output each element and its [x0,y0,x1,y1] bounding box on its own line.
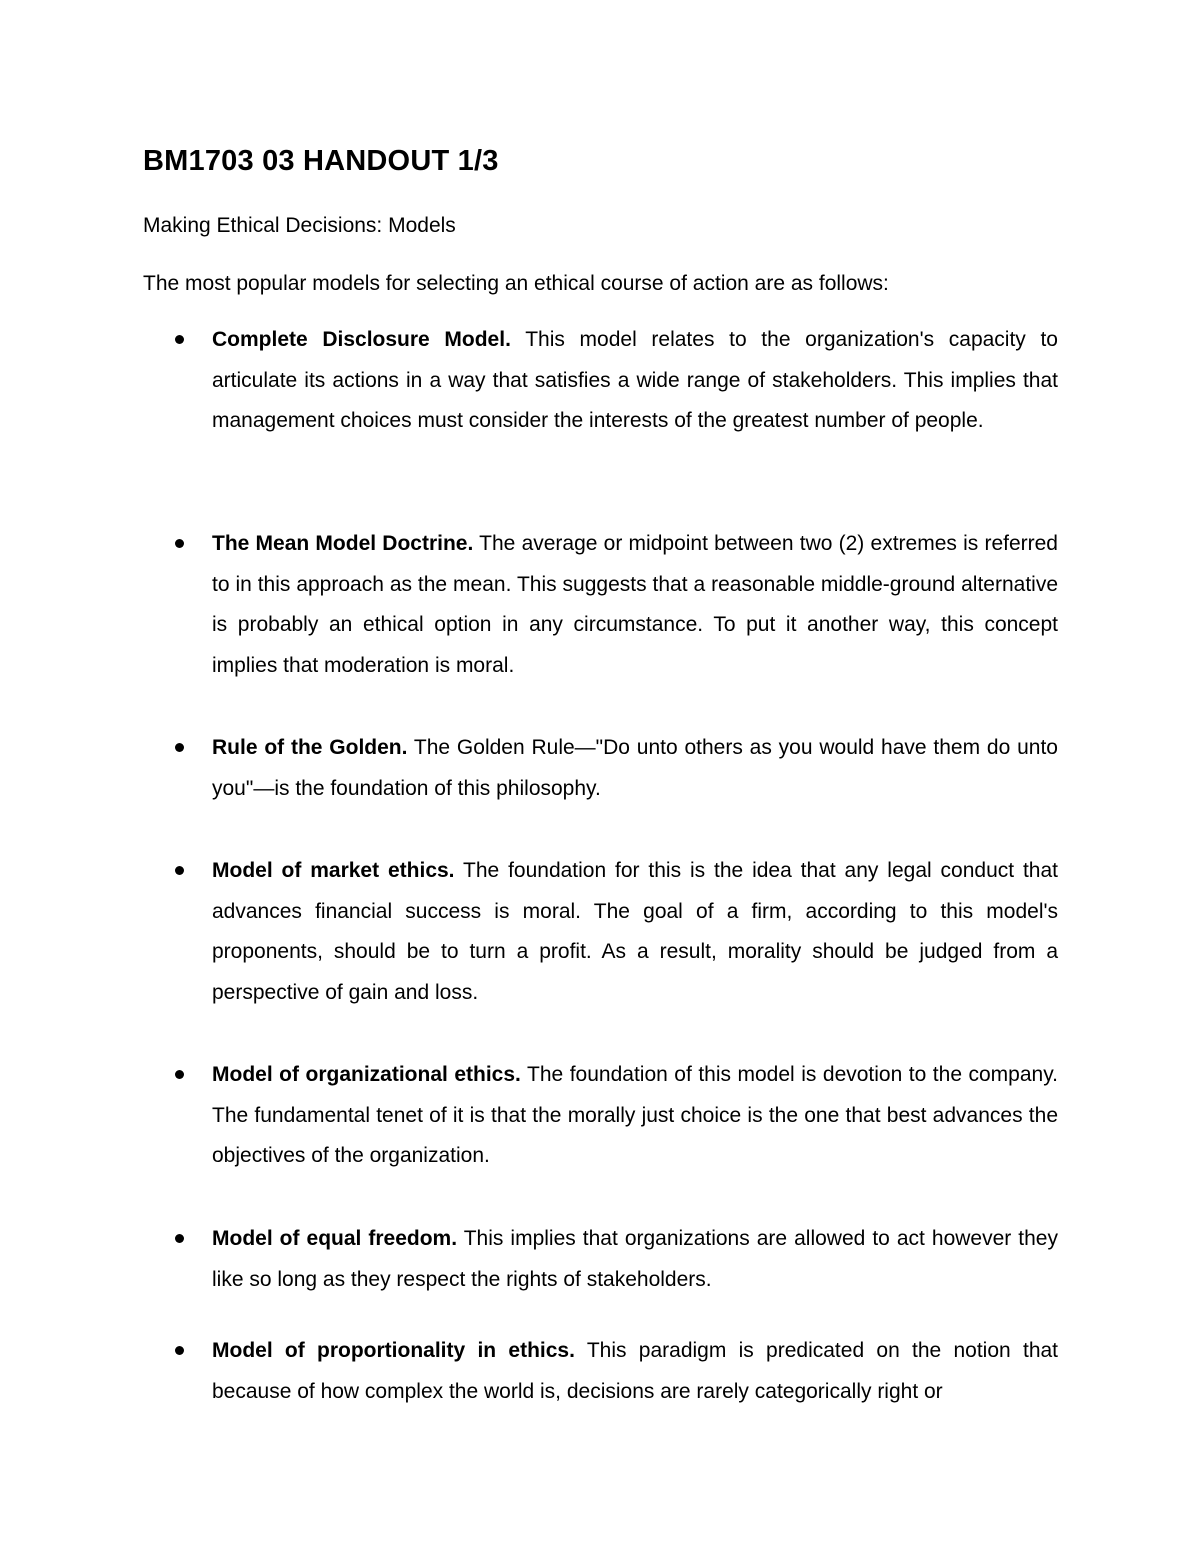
bullet-icon [175,743,184,752]
document-title: BM1703 03 HANDOUT 1/3 [143,145,499,177]
bullet-icon [175,335,184,344]
model-description: This paradigm is predicated on the notion that because of how complex the world is, decisions are rarely categorically right or [212,1339,1059,1403]
model-term: Model of organizational ethics. [212,1063,521,1086]
bullet-icon [175,1070,184,1079]
model-term: The Mean Model Doctrine. [212,532,474,555]
model-term: Model of equal freedom. [212,1227,458,1250]
model-description: This implies that organizations are allowed to act however they like so long as they respect the rights of stakeholders. [212,1227,1058,1291]
model-term: Complete Disclosure Model. [212,328,511,351]
model-description: The foundation for this is the idea that any legal conduct that advances financial success is moral. The goal of a firm, according to this model's proponents, should be to turn a profit. As a result, morality should be judged from a perspective of gain and loss. [212,859,1058,1004]
list-item-rule-of-the-golden [212,728,1058,809]
bullet-icon [175,866,184,875]
list-item-complete-disclosure-model [212,320,1058,442]
intro-paragraph: The most popular models for selecting an ethical course of action are as follows: [143,272,889,295]
list-item-equal-freedom-model [212,1219,1058,1300]
model-description: The average or midpoint between two (2) extremes is referred to in this approach as the mean. This suggests that a reasonable middle-ground alternative is probably an ethical option in any circumstance. To put it another way, this concept implies that moderation is moral. [212,532,1058,677]
bullet-icon [175,1346,184,1355]
model-description: This model relates to the organization's capacity to articulate its actions in a way that satisfies a wide range of stakeholders. This implies that management choices must consider the interests of the greatest number of people. [212,328,1058,432]
list-item-proportionality-ethics-model [212,1331,1058,1412]
list-item-mean-model-doctrine [212,524,1058,686]
model-term: Model of market ethics. [212,859,455,882]
document-subtitle: Making Ethical Decisions: Models [143,214,456,237]
bullet-icon [175,539,184,548]
model-term: Rule of the Golden. [212,736,408,759]
list-item-organizational-ethics-model [212,1055,1058,1177]
model-description: The foundation of this model is devotion to the company. The fundamental tenet of it is that the morally just choice is the one that best advances the objectives of the organization. [212,1063,1058,1167]
bullet-icon [175,1234,184,1243]
model-description: The Golden Rule—"Do unto others as you would have them do unto you"—is the foundation of this philosophy. [212,736,1058,800]
list-item-market-ethics-model [212,851,1058,1013]
model-term: Model of proportionality in ethics. [212,1339,575,1362]
